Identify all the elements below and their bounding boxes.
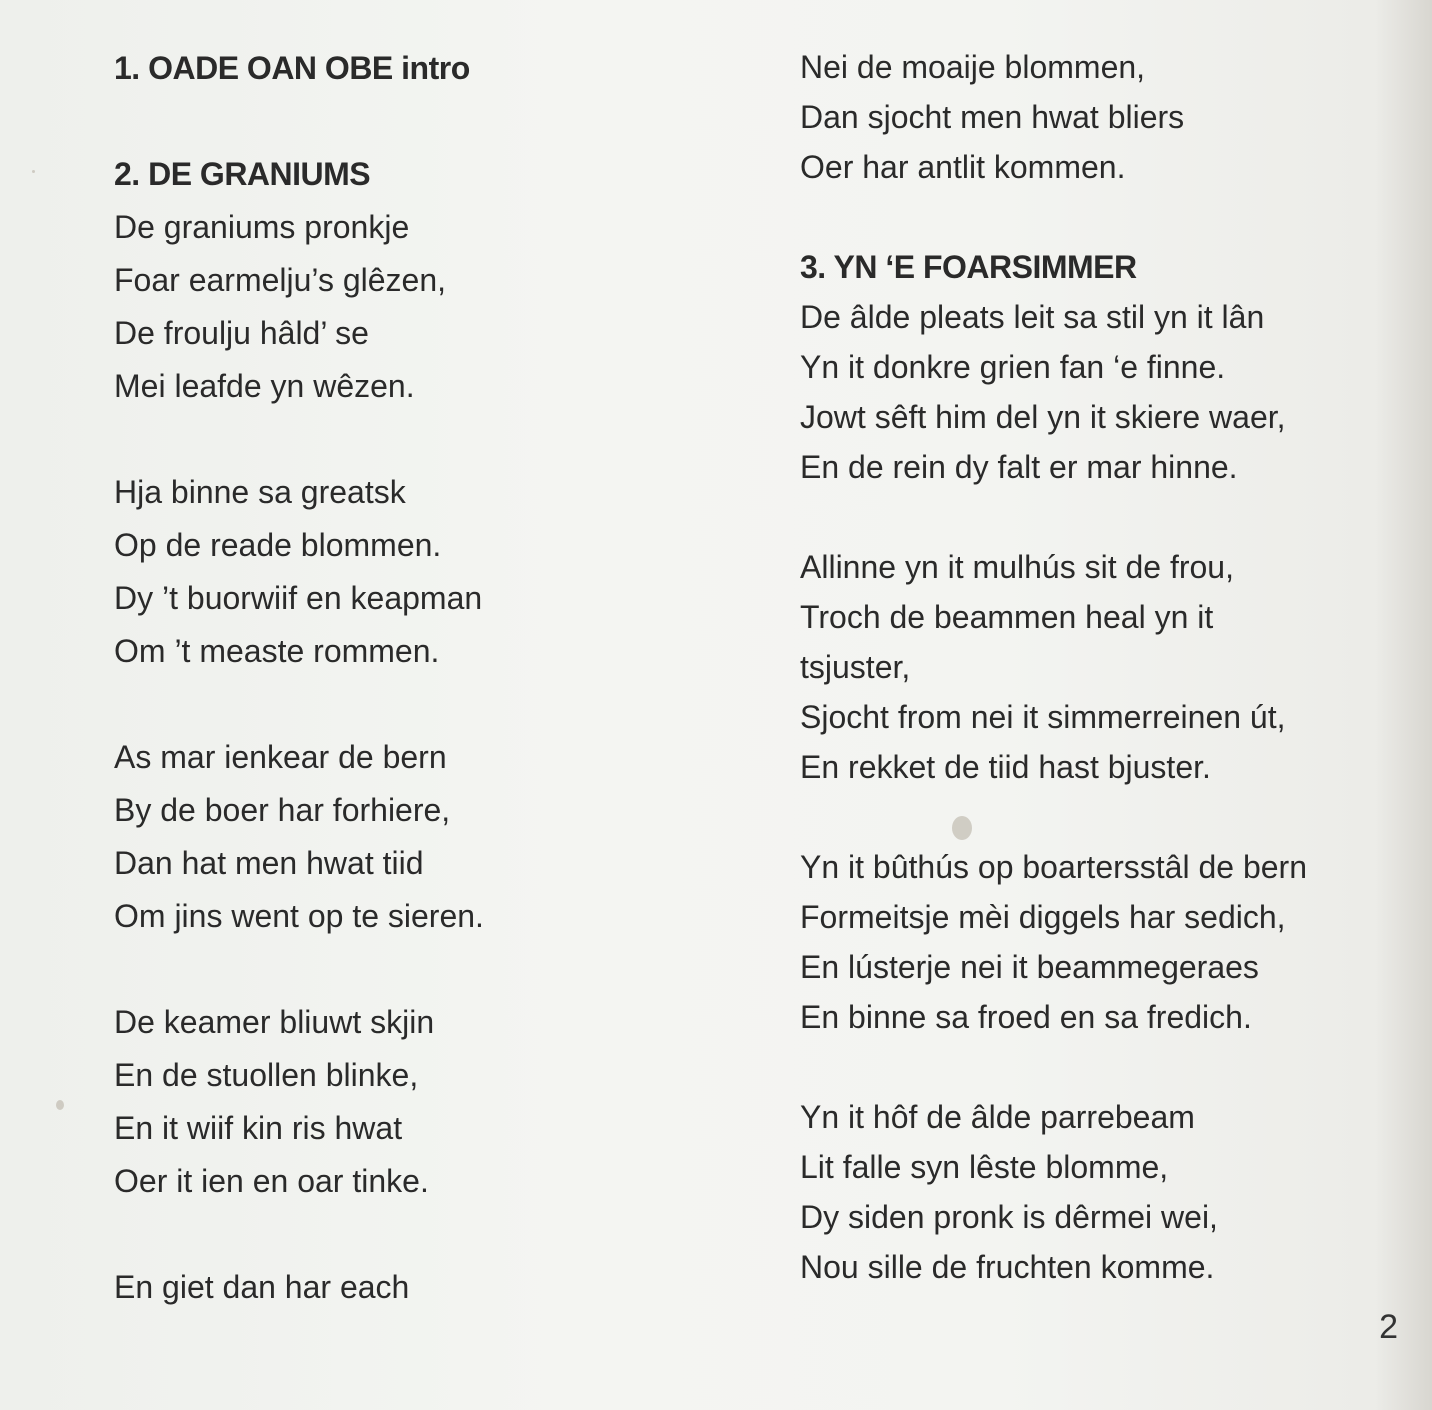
paper-stain [952,816,972,840]
lyric-line: Om jins went op te sieren. [114,898,484,934]
lyric-line: Allinne yn it mulhús sit de frou, [800,549,1234,585]
lyric-line: Foar earmelju’s glêzen, [114,262,447,298]
stanza-gap [800,1042,1420,1092]
stanza-gap [114,678,674,731]
lyric-line: Mei leafde yn wêzen. [114,368,415,404]
stanza [114,1261,674,1314]
page-number: 2 [1379,1308,1398,1346]
right-column [800,42,1420,1292]
lyric-line: Dy siden pronk is dêrmei wei, [800,1199,1218,1235]
lyric-line: En de rein dy falt er mar hinne. [800,449,1238,485]
lyric-line: Lit falle syn lêste blomme, [800,1149,1169,1185]
lyric-line: Sjocht from nei it simmerreinen út, [800,699,1286,735]
song-title-2: 2. DE GRANIUMS [114,156,371,192]
lyric-line: Om ’t measte rommen. [114,633,440,669]
stanza [800,42,1420,192]
lyric-line: Jowt sêft him del yn it skiere waer, [800,399,1286,435]
stanza-gap [800,192,1420,242]
paper-stain [56,1100,64,1110]
lyric-line: Yn it donkre grien fan ‘e finne. [800,349,1226,385]
lyric-line: Oer har antlit kommen. [800,149,1126,185]
lyric-line: Formeitsje mèi diggels har sedich, [800,899,1286,935]
lyric-line: By de boer har forhiere, [114,792,451,828]
song-title-3: 3. YN ‘E FOARSIMMER [800,249,1137,285]
lyric-line: De âlde pleats leit sa stil yn it lân [800,299,1265,335]
lyric-line: En it wiif kin ris hwat [114,1110,403,1146]
lyric-line: De froulju hâld’ se [114,315,369,351]
lyric-line: Nei de moaije blommen, [800,49,1146,85]
lyric-line: De keamer bliuwt skjin [114,1004,435,1040]
stanza [114,996,674,1208]
lyric-line: De graniums pronkje [114,209,410,245]
lyric-line: Dan hat men hwat tiid [114,845,424,881]
stanza-gap [114,943,674,996]
lyric-line: Op de reade blommen. [114,527,442,563]
lyric-line: En giet dan har each [114,1269,410,1305]
lyric-line: As mar ienkear de bern [114,739,447,775]
lyric-line: Hja binne sa greatsk [114,474,406,510]
lyric-line: En rekket de tiid hast bjuster. [800,749,1211,785]
lyric-line: En lústerje nei it beammegeraes [800,949,1259,985]
song-title-1: 1. OADE OAN OBE intro [114,50,470,86]
stanza-gap [800,792,1420,842]
stanza [800,1092,1420,1292]
stanza [800,842,1420,1042]
lyric-line: tsjuster, [800,649,911,685]
lyric-line: En binne sa froed en sa fredich. [800,999,1252,1035]
lyric-line: Troch de beammen heal yn it [800,599,1214,635]
stanza [114,201,674,413]
stanza-gap [114,95,674,148]
stanza [800,542,1420,792]
stanza [114,731,674,943]
stanza [800,292,1420,492]
paper-stain [32,170,35,173]
stanza-gap [114,413,674,466]
stanza [114,466,674,678]
lyric-line: Yn it bûthús op boartersstâl de bern [800,849,1307,885]
lyric-line: En de stuollen blinke, [114,1057,419,1093]
lyric-line: Dy ’t buorwiif en keapman [114,580,483,616]
lyric-line: Oer it ien en oar tinke. [114,1163,429,1199]
stanza-gap [114,1208,674,1261]
left-column [114,42,674,1314]
lyric-line: Nou sille de fruchten komme. [800,1249,1215,1285]
lyric-line: Dan sjocht men hwat bliers [800,99,1185,135]
lyric-line: Yn it hôf de âlde parrebeam [800,1099,1195,1135]
stanza-gap [800,492,1420,542]
